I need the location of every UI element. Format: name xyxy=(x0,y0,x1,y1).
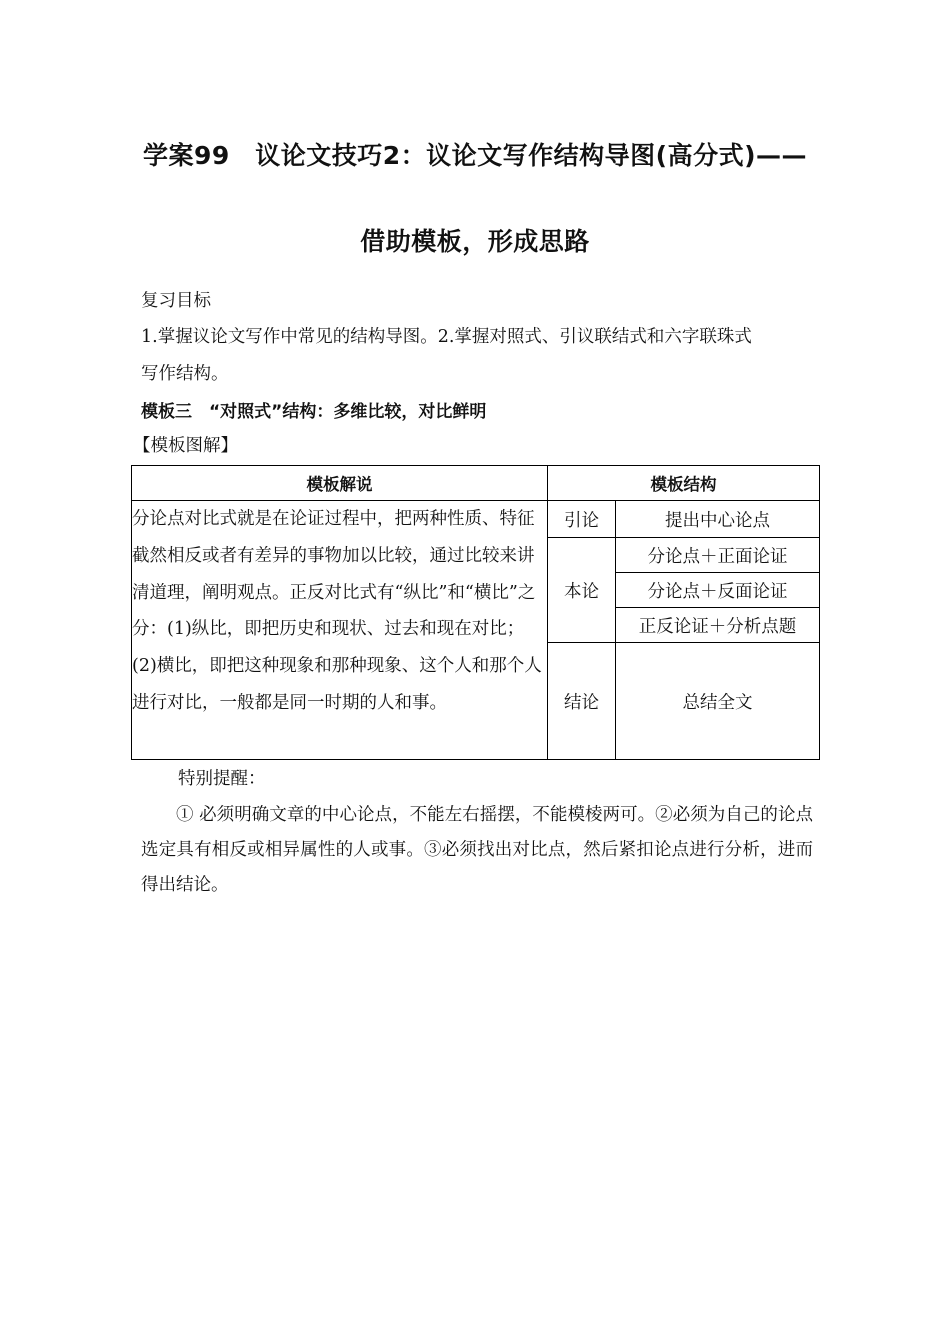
reminder-heading: 特别提醒： xyxy=(178,769,266,789)
template-heading: 模板三 “对照式”结构：多维比较，对比鲜明 xyxy=(141,402,487,422)
page-title-line1: 学案99 议论文技巧2：议论文写作结构导图(高分式)—— xyxy=(142,141,808,170)
conclusion-content: 总结全文 xyxy=(616,643,820,760)
body-row: 分论点＋正面论证 xyxy=(616,538,820,573)
review-heading: 复习目标 xyxy=(141,291,211,311)
diagram-label: 【模板图解】 xyxy=(133,436,238,456)
body-row: 正反论证＋分析点题 xyxy=(616,608,820,643)
header-structure: 模板结构 xyxy=(548,466,820,501)
review-goal-line2: 写作结构。 xyxy=(141,364,229,384)
reminder-text: ① 必须明确文章的中心论点，不能左右摇摆，不能模棱两可。②必须为自己的论点选定具有相反或相异属性的人或事。③必须找出对比点，然后紧扣论点进行分析，进而得出结论。 xyxy=(141,805,813,895)
intro-label: 引论 xyxy=(548,501,616,538)
review-goal-line1: 1.掌握议论文写作中常见的结构导图。2.掌握对照式、引议联结式和六字联珠式 xyxy=(141,327,752,347)
template-description: 分论点对比式就是在论证过程中，把两种性质、特征截然相反或者有差异的事物加以比较，通过比较来讲清道理，阐明观点。正反对比式有“纵比”和“横比”之分：(1)纵比，即把历史和现状、过去和现在对比；(2)横比，即把这种现象和那种现象、这个人和那个人进行对比，一般都是同一时期的人和事。 xyxy=(132,501,548,760)
body-row: 分论点＋反面论证 xyxy=(616,573,820,608)
header-explanation: 模板解说 xyxy=(132,466,548,501)
page-title-line2: 借助模板，形成思路 xyxy=(360,227,590,256)
conclusion-label: 结论 xyxy=(548,643,616,760)
intro-content: 提出中心论点 xyxy=(616,501,820,538)
body-label: 本论 xyxy=(548,538,616,643)
template-table xyxy=(131,465,820,760)
